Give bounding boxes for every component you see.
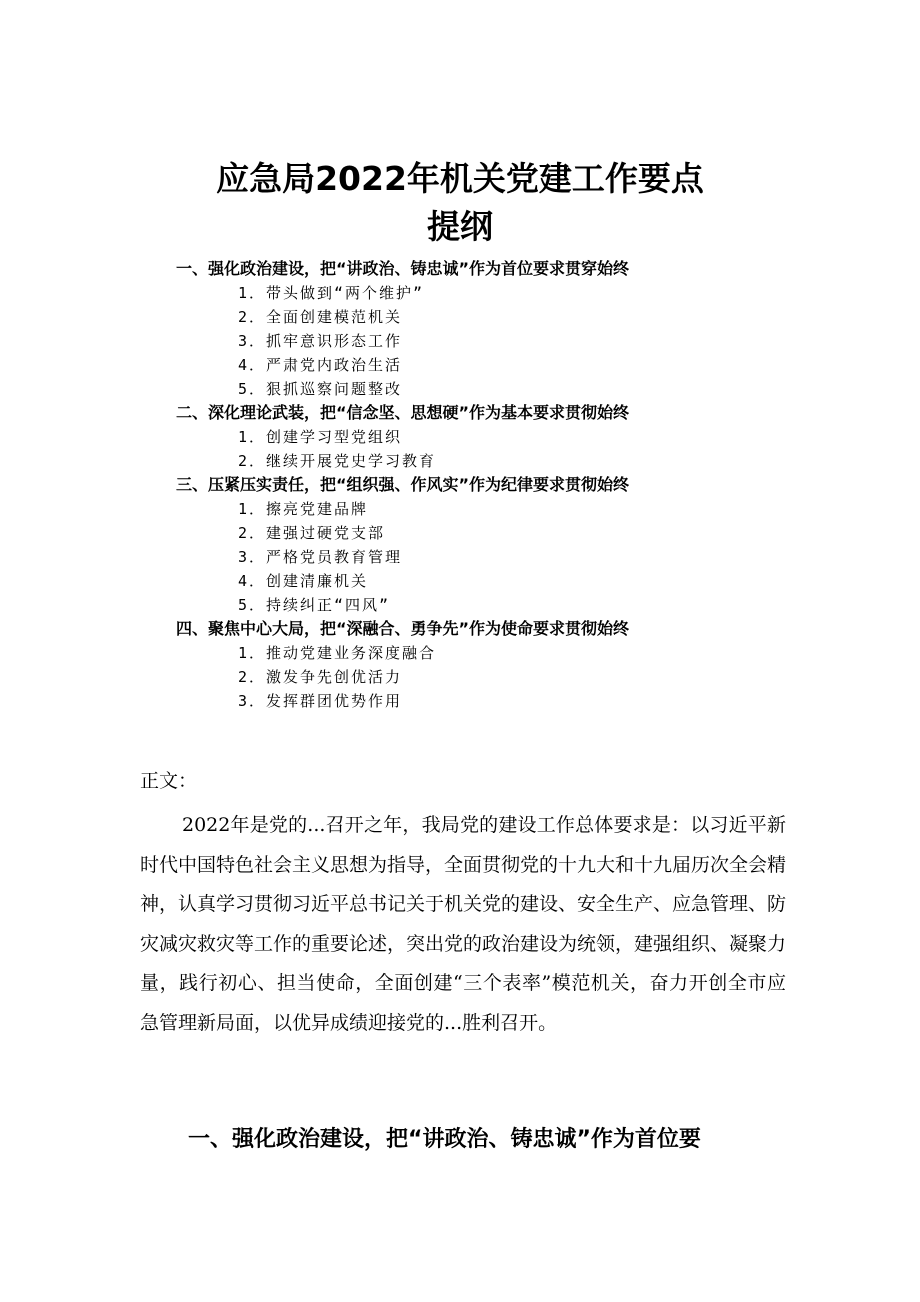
outline-section-4: 四、聚焦中心大局，把“深融合、勇争先”作为使命要求贯彻始终 — [176, 619, 630, 638]
outline-item: 3．严格党员教育管理 — [238, 548, 403, 566]
outline-item: 3．抓牢意识形态工作 — [238, 332, 403, 350]
outline-item: 2．建强过硬党支部 — [238, 524, 386, 542]
outline-item: 4．严肃党内政治生活 — [238, 356, 403, 374]
outline-item: 2．激发争先创优活力 — [238, 668, 403, 686]
document-title: 应急局2022年机关党建工作要点 — [216, 159, 704, 198]
outline-item: 3．发挥群团优势作用 — [238, 692, 403, 710]
body-paragraph: 2022年是党的...召开之年，我局党的建设工作总体要求是：以习近平新时代中国特色社会主义思想为指导，全面贯彻党的十九大和十九届历次全会精神，认真学习贯彻习近平总书记关于机关党的建设、安全生产、应急管理、防灾减灾救灾等工作的重要论述，突出党的政治建设为统领，建强组织、凝聚力量，践行初心、担当使命，全面创建“三个表率”模范机关，奋力开创全市应急管理新局面，以优异成绩迎接党的...胜利召开。 — [140, 814, 787, 1034]
outline-item: 1．推动党建业务深度融合 — [238, 644, 437, 662]
outline-section-3: 三、压紧压实责任，把“组织强、作风实”作为纪律要求贯彻始终 — [176, 475, 630, 494]
outline-item: 1．擦亮党建品牌 — [238, 500, 369, 518]
outline-section-2: 二、深化理论武装，把“信念坚、思想硬”作为基本要求贯彻始终 — [176, 403, 630, 422]
outline-item: 4．创建清廉机关 — [238, 572, 369, 590]
outline-item: 1．创建学习型党组织 — [238, 428, 403, 446]
outline-item: 2．继续开展党史学习教育 — [238, 452, 437, 470]
outline-section-1: 一、强化政治建设，把“讲政治、铸忠诚”作为首位要求贯穿始终 — [176, 259, 630, 278]
body-label: 正文： — [140, 770, 198, 792]
document-subtitle: 提纲 — [427, 207, 493, 246]
outline-item: 1．带头做到“两个维护” — [238, 284, 425, 302]
outline-item: 2．全面创建模范机关 — [238, 308, 403, 326]
outline-item: 5．持续纠正“四风” — [238, 596, 391, 614]
outline-item: 5．狠抓巡察问题整改 — [238, 380, 403, 398]
body-section-heading: 一、强化政治建设，把“讲政治、铸忠诚”作为首位要 — [188, 1127, 701, 1152]
